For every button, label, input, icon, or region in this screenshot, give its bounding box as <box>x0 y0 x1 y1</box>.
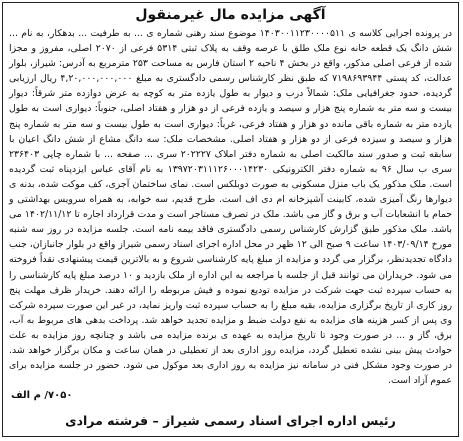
notice-reference-number: ۷۰۵۰/ م الف <box>11 390 73 402</box>
notice-signature: رئیس اداره اجرای اسناد رسمی شیراز – فرشته مرادی <box>65 413 396 428</box>
notice-title: آگهی مزایده مال غیرمنقول <box>135 7 326 23</box>
notice-body: در پرونده اجرایی کلاسه ی ۱۴۰۳۰۰۱۱۲۳۰۰۰۰۵۱۱ موضوع سند رهنی شماره ی ... به طرفیت ... بدهکار، به نام ... شش دانگ یک قطعه خانه نوع ملک طلق با عرصه وقف به پلاک ثبتی ۵۳۱۴ فرعی از ۲۰۷۰ اصلی، مفروز و مجزا شده از فرعی اصلی مذکور، واقع در بخش ۴ ناحیه ۲ استان فارس به مساحت ۲۵۳ مترمربع به آدرس: شیراز، بلوار عدالت، کد پستی ۷۱۹۸۶۹۳۹۴۴ که طبق نظر کارشناس رسمی دادگستری به مبلغ ۴,۲۰,۰۰۰,۰۰۰,۰۰۰ ریال ارزیابی گردیده، حدود جغرافیایی ملک: شمالاً درب و دیوار به طول یازده متر به کوچه به عرض دوازده متر شرقاً: دیوار بیست و سه متر به شماره پنج هزار و سیصد و یازده فرعی از دو هزار و هفتاد اصلی، جنوباً: دیواری است به طول یازده متر به شماره باقی مانده دو هزار و هفتاد فرعی، غرباً: دیواری است به طول بیست و سه متر به شماره پنج هزار و سیصد و سیزده فرعی از دو هزار و هفتاد اصلی. مشخصات ملک: سه دانگ مشاع از شش دانگ اعیان با سابقه ثبت و صدور سند مالکیت اصلی به شماره دفتر املاک ۲۰۲۲۲۷ سری ... صفحه ... با شماره چاپی ۲۳۶۴۰۳ سری ب سال ۹۶ به شماره دفتر الکترونیکی ۱۳۹۷۲۰۳۱۱۱۲۶۰۰۰۱۴۲۳۰ به نام آقای عباس ایزدپناه ثبت گردیده است. ملک مذکور یک باب منزل مسکونی به صورت دوبلکس است. نمای ساختمان آجری، کف موکت شده، بدنه ی دیوارها رنگ آمیزی شده، کابینت آشپزخانه ام دی اف است. طرح قدیم، سه خوابه، به همراه سرویس بهداشتی و حمام با انشعابات آب و برق و گاز می باشد. ملک در تصرف مستاجر است و مدت قرارداد اجاره تا ۱۴۰۲/۱۱/۱۲ می باشد. ملک مذکور طبق گزارش کارشناس رسمی دادگستری فاقد بیمه نامه است. جلسه مزایده در روز سه شنبه مورخ ۱۴۰۳/۰۹/۱۴ ساعت ۹ صبح الی ۱۲ ظهر در محل اداره اجرای اسناد رسمی شیراز واقع در بلوار جانبازان، جنب دادگاه تجدیدنظر، برگزار می گردد و مزایده از مبلغ پایه کارشناسی شروع و به بالاترین قیمت پیشنهادی نقداً فروخته می شود. خریداران می توانند قبل از جلسه با مراجعه به این اداره از ملک بازدید و ۱۰ درصد مبلغ پایه کارشناسی را به حساب سپرده ثبت جهت شرکت در مزایده تودیع نموده و فیش مربوطه را ارائه دهند. خریدار ظرف مهلت پنج روز کاری از تاریخ برگزاری مزایده، بقیه مبلغ را به حساب سپرده ثبت واریز نماید، در غیر این صورت سپرده شرکت وی پس از کسر هزینه های مزایده به نفع دولت ضبط و مزایده تجدید خواهد شد. پرداخت بدهی های مربوط به آب، برق، گاز و ... در صورت وجود تا تاریخ مزایده به عهده ی برنده مزایده می باشد و چنانچه روز مزایده به علت حوادث پیش بینی نشده تعطیل گردد، مزایده روز اداری بعد از تعطیلی در همان ساعت و مکان برگزار خواهد شد. در صورت وجود مشکل فنی در سامانه نیز مزایده به روز اداری بعد موکول می شود. حضور در جلسه مزایده برای عموم آزاد است. <box>9 28 452 387</box>
auction-notice <box>2 2 459 437</box>
